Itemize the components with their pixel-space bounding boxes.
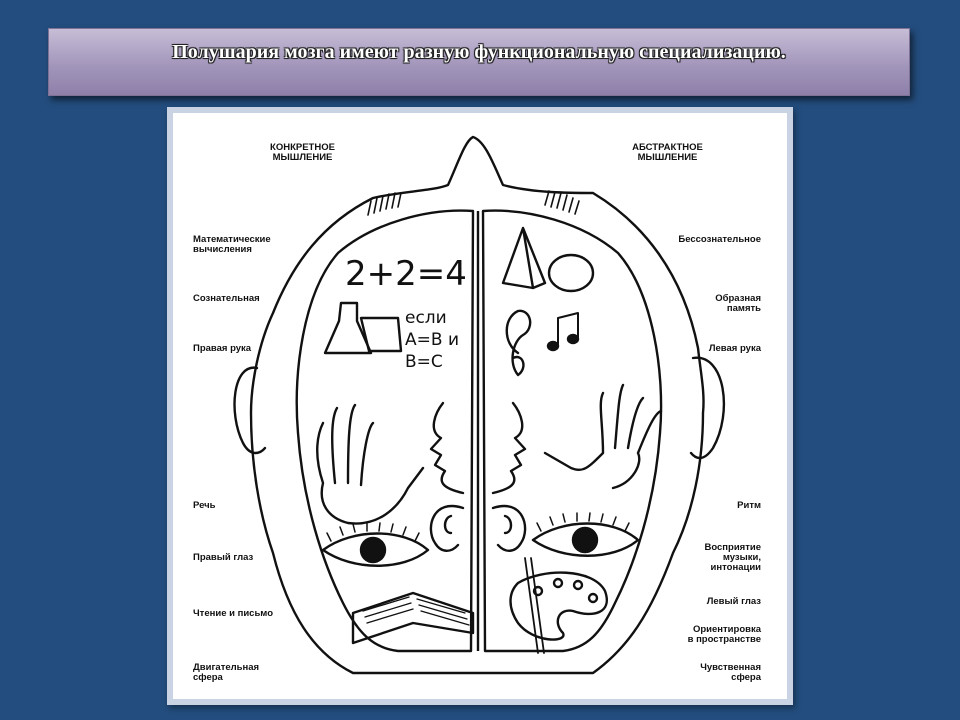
left-label-right-hand: Правая рука	[193, 343, 252, 354]
right-label-left-hand: Левая рука	[708, 343, 761, 354]
treble-clef-icon	[507, 311, 530, 375]
left-label-math: Математические вычисления	[193, 234, 271, 255]
left-header: КОНКРЕТНОЕ МЫШЛЕНИЕ	[270, 142, 335, 163]
right-label-music: Восприятие музыки, интонации	[704, 542, 761, 573]
oval-icon	[549, 255, 593, 291]
ear-icon-left	[431, 506, 463, 551]
brush-icon	[525, 558, 544, 653]
ear-icon-right	[493, 506, 525, 551]
right-hemisphere	[483, 211, 661, 651]
left-label-conscious: Сознательная	[193, 293, 260, 304]
slide-title: Полушария мозга имеют разную функциональную специализацию.	[172, 41, 786, 63]
right-label-left-eye: Левый глаз	[706, 596, 761, 607]
right-header: АБСТРАКТНОЕ МЫШЛЕНИЕ	[632, 142, 703, 163]
right-label-imagery: Образная память	[715, 293, 761, 314]
logic-text-line-1: если	[405, 308, 447, 328]
slide-title-bar	[48, 28, 910, 96]
left-hand-icon	[545, 385, 661, 488]
right-ear	[691, 358, 724, 458]
logic-text-line-3: В=С	[405, 352, 443, 372]
left-label-right-eye: Правый глаз	[193, 552, 254, 563]
palette-icon	[511, 573, 607, 640]
left-label-reading: Чтение и письмо	[193, 608, 273, 619]
right-label-unconscious: Бессознательное	[678, 234, 761, 245]
right-label-rhythm: Ритм	[737, 500, 761, 511]
face-profile-right	[493, 403, 525, 493]
book-icon	[353, 593, 473, 643]
pyramid-icon	[503, 228, 545, 288]
math-text: 2+2=4	[345, 254, 467, 294]
right-label-orientation: Ориентировка в пространстве	[687, 624, 761, 645]
brain-diagram-panel	[173, 113, 787, 699]
left-ear	[235, 368, 265, 453]
right-hair-tuft	[545, 191, 579, 214]
right-label-sensory: Чувственная сфера	[700, 662, 761, 683]
left-label-motor: Двигательная сфера	[193, 662, 260, 683]
diagram-frame	[167, 107, 793, 705]
right-hand-icon	[317, 405, 423, 524]
logic-text-line-2: А=В и	[405, 330, 459, 350]
face-profile-left	[431, 403, 463, 493]
beaker-icon	[361, 318, 401, 351]
left-label-speech: Речь	[193, 500, 216, 511]
